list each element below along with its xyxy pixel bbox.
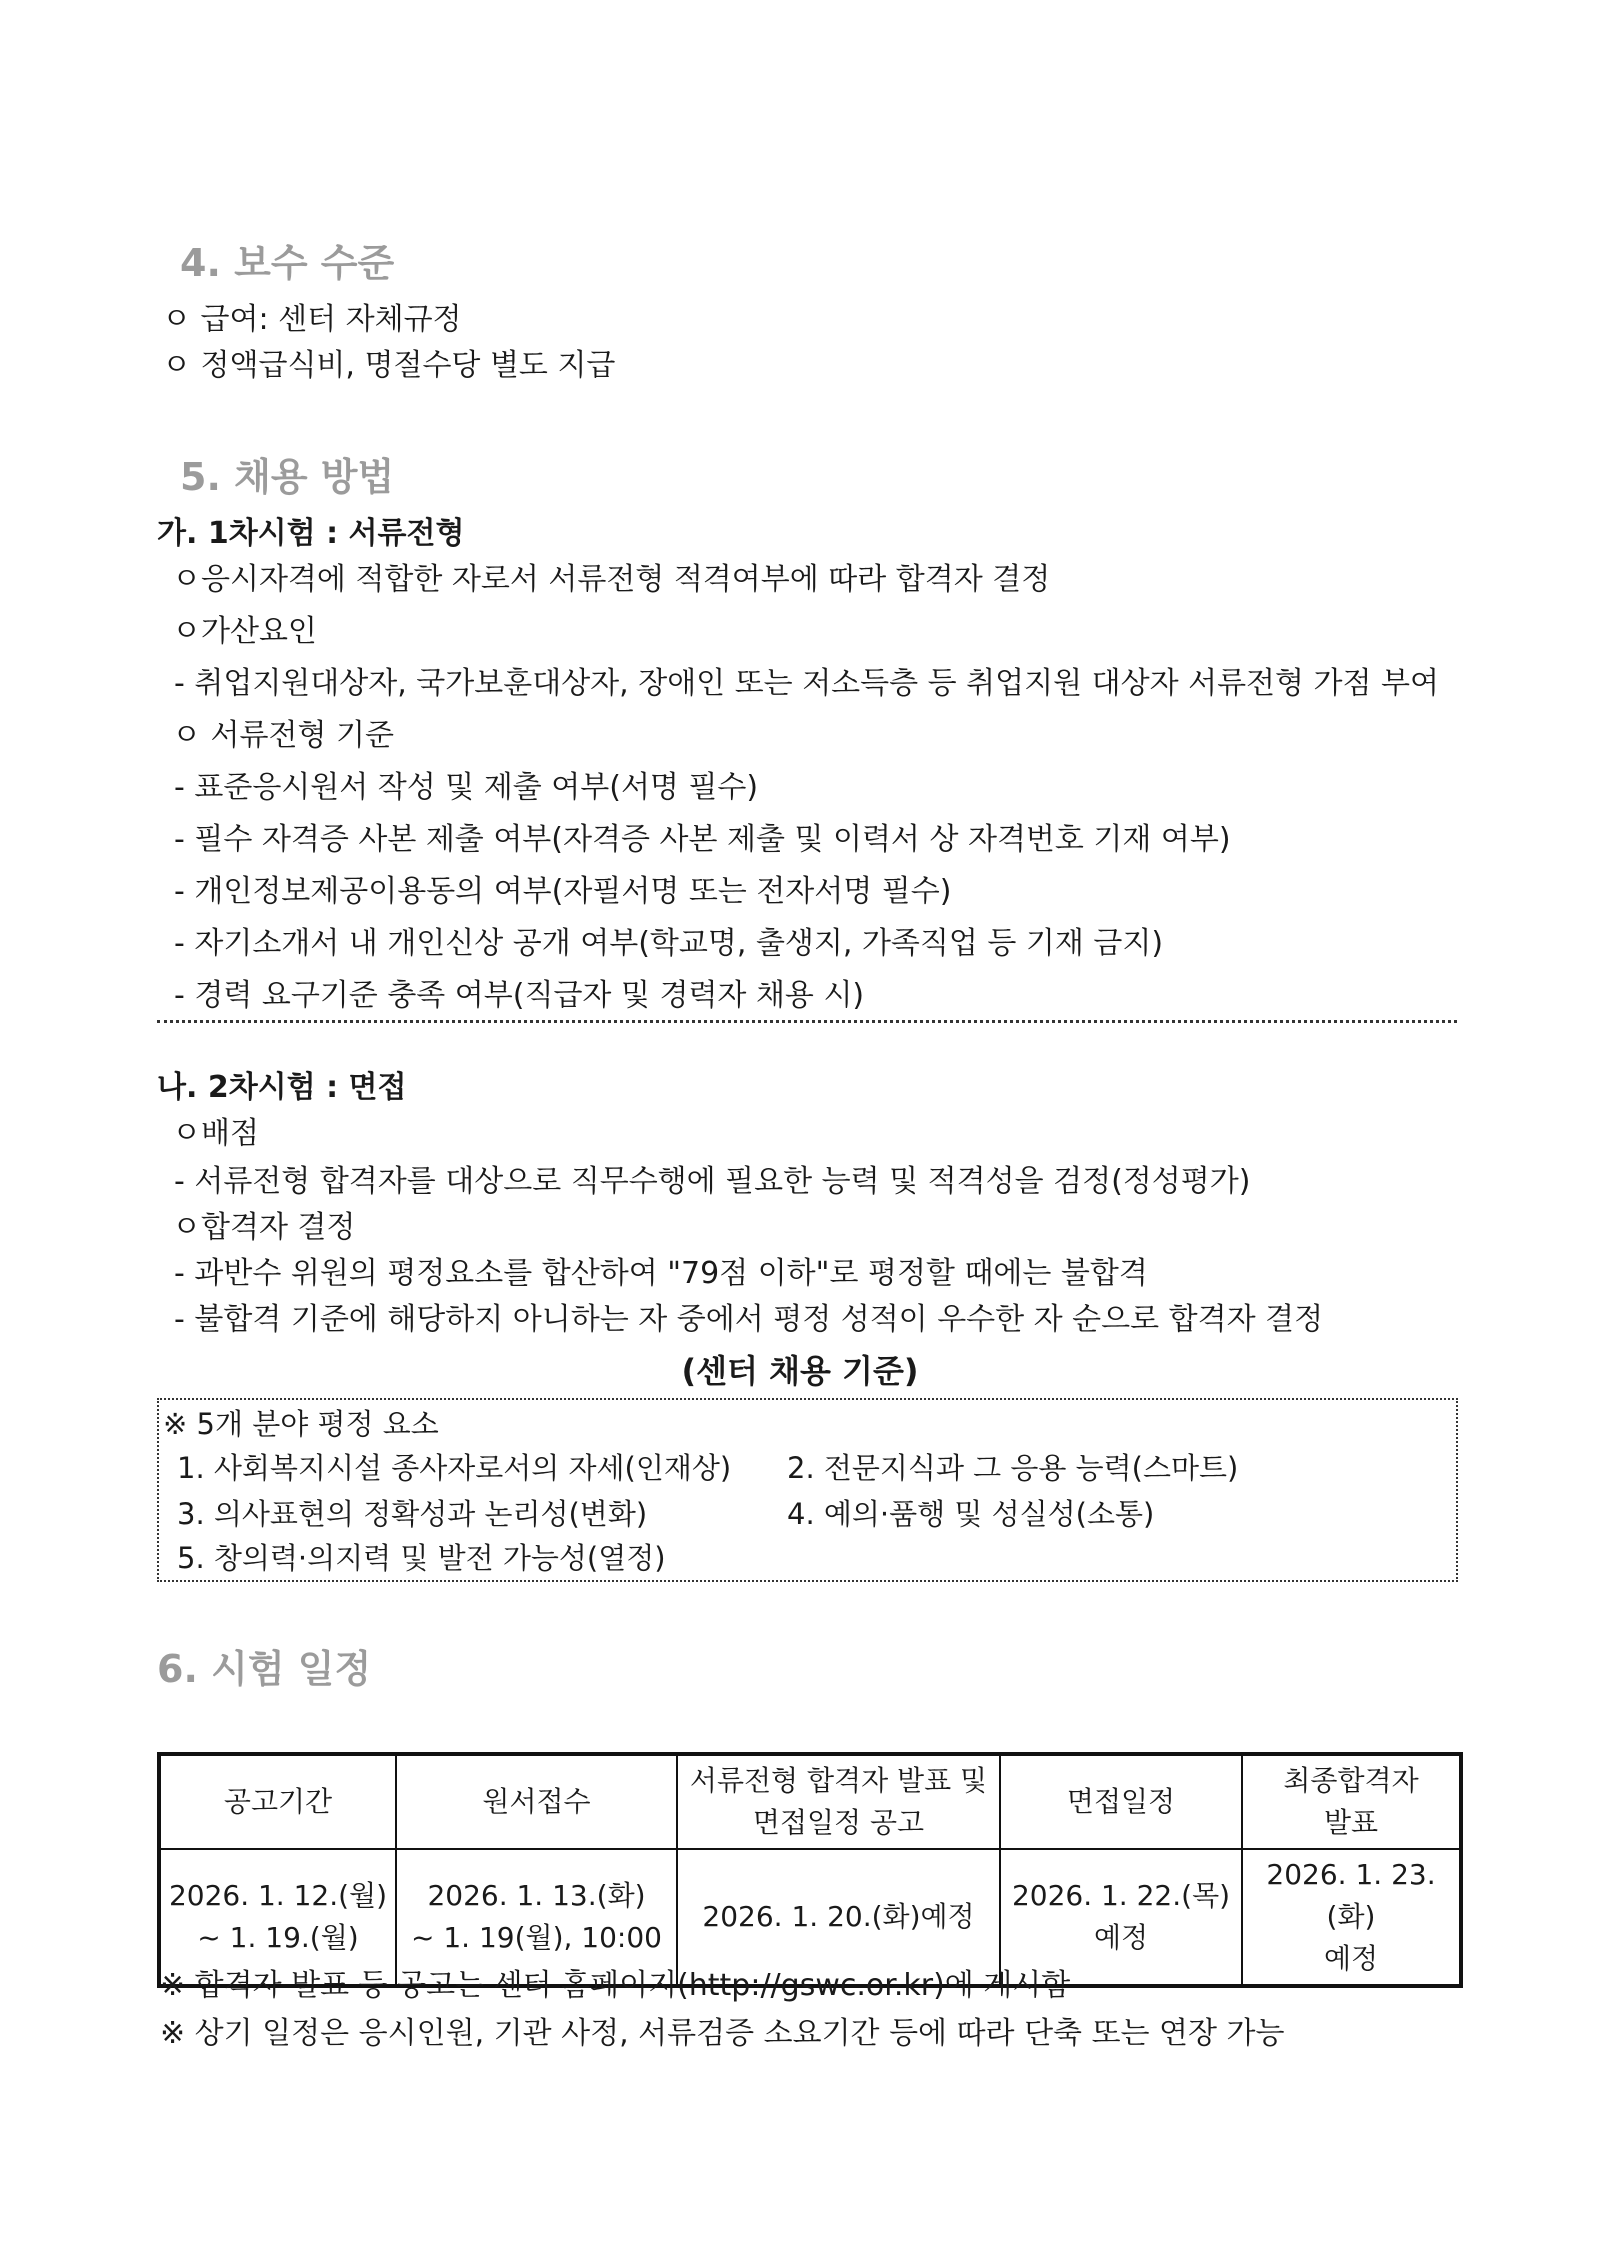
first-exam-title: 가. 1차시험 : 서류전형 bbox=[157, 516, 465, 551]
second-exam-line: - 서류전형 합격자를 대상으로 직무수행에 필요한 능력 및 적격성을 검정(정성평가) bbox=[174, 1164, 1251, 1199]
first-exam-line: - 개인정보제공이용동의 여부(자필서명 또는 전자서명 필수) bbox=[174, 874, 952, 909]
table-cell: 2026. 1. 22.(목) 예정 bbox=[1000, 1849, 1242, 1986]
first-exam-line: ㅇ가산요인 bbox=[172, 614, 317, 649]
section-6-heading: 6. 시험 일정 bbox=[157, 1647, 372, 1691]
second-exam-line: - 과반수 위원의 평정요소를 합산하여 "79점 이하"로 평정할 때에는 불합격 bbox=[174, 1256, 1148, 1291]
criteria-title: (센터 채용 기준) bbox=[681, 1352, 919, 1390]
first-exam-line: ㅇ응시자격에 적합한 자로서 서류전형 적격여부에 따라 합격자 결정 bbox=[172, 562, 1051, 597]
section-4-heading: 4. 보수 수준 bbox=[180, 241, 395, 285]
schedule-note: ※ 상기 일정은 응시인원, 기관 사정, 서류검증 소요기간 등에 따라 단축 또는 연장 가능 bbox=[160, 2016, 1285, 2051]
first-exam-line: - 필수 자격증 사본 제출 여부(자격증 사본 제출 및 이력서 상 자격번호 기재 여부) bbox=[174, 822, 1231, 857]
table-header-cell: 원서접수 bbox=[396, 1754, 677, 1849]
criteria-item: 3. 의사표현의 정확성과 논리성(변화) bbox=[177, 1497, 648, 1531]
criteria-item: 4. 예의·품행 및 성실성(소통) bbox=[787, 1497, 1155, 1531]
table-header-cell: 면접일정 bbox=[1000, 1754, 1242, 1849]
first-exam-line: - 취업지원대상자, 국가보훈대상자, 장애인 또는 저소득층 등 취업지원 대상자 서류전형 가점 부여 bbox=[174, 666, 1440, 701]
second-exam-line: - 불합격 기준에 해당하지 아니하는 자 중에서 평정 성적이 우수한 자 순으로 합격자 결정 bbox=[174, 1302, 1324, 1337]
table-header-cell: 서류전형 합격자 발표 및 면접일정 공고 bbox=[677, 1754, 1000, 1849]
allowance-item: ㅇ 정액급식비, 명절수당 별도 지급 bbox=[162, 348, 616, 383]
second-exam-line: ㅇ배점 bbox=[172, 1116, 259, 1151]
table-cell: 2026. 1. 12.(월) ~ 1. 19.(월) bbox=[159, 1849, 396, 1986]
first-exam-line: ㅇ 서류전형 기준 bbox=[172, 718, 394, 753]
schedule-note: ※ 합격자 발표 등 공고는 센터 홈페이지(http://gswc.or.kr)에 게시함 bbox=[160, 1968, 1071, 2003]
criteria-item: 2. 전문지식과 그 응용 능력(스마트) bbox=[787, 1451, 1239, 1485]
criteria-note: ※ 5개 분야 평정 요소 bbox=[163, 1407, 439, 1441]
second-exam-line: ㅇ합격자 결정 bbox=[172, 1210, 356, 1245]
first-exam-line: - 경력 요구기준 충족 여부(직급자 및 경력자 채용 시) bbox=[174, 978, 865, 1013]
table-cell: 2026. 1. 23.(화) 예정 bbox=[1242, 1849, 1461, 1986]
dotted-divider bbox=[157, 1020, 1457, 1023]
table-cell: 2026. 1. 13.(화) ~ 1. 19(월), 10:00 bbox=[396, 1849, 677, 1986]
evaluation-criteria-box bbox=[157, 1398, 1458, 1582]
second-exam-title: 나. 2차시험 : 면접 bbox=[157, 1070, 407, 1105]
table-header-cell: 최종합격자 발표 bbox=[1242, 1754, 1461, 1849]
first-exam-line: - 표준응시원서 작성 및 제출 여부(서명 필수) bbox=[174, 770, 759, 805]
salary-item: ㅇ 급여: 센터 자체규정 bbox=[162, 302, 462, 337]
criteria-item: 1. 사회복지시설 종사자로서의 자세(인재상) bbox=[177, 1451, 732, 1485]
table-cell: 2026. 1. 20.(화)예정 bbox=[677, 1849, 1000, 1986]
exam-schedule-table bbox=[157, 1752, 1463, 1988]
first-exam-line: - 자기소개서 내 개인신상 공개 여부(학교명, 출생지, 가족직업 등 기재 금지) bbox=[174, 926, 1164, 961]
section-5-heading: 5. 채용 방법 bbox=[180, 455, 395, 499]
table-header-row bbox=[159, 1754, 1461, 1849]
criteria-item: 5. 창의력·의지력 및 발전 가능성(열정) bbox=[177, 1541, 666, 1575]
table-header-cell: 공고기간 bbox=[159, 1754, 396, 1849]
